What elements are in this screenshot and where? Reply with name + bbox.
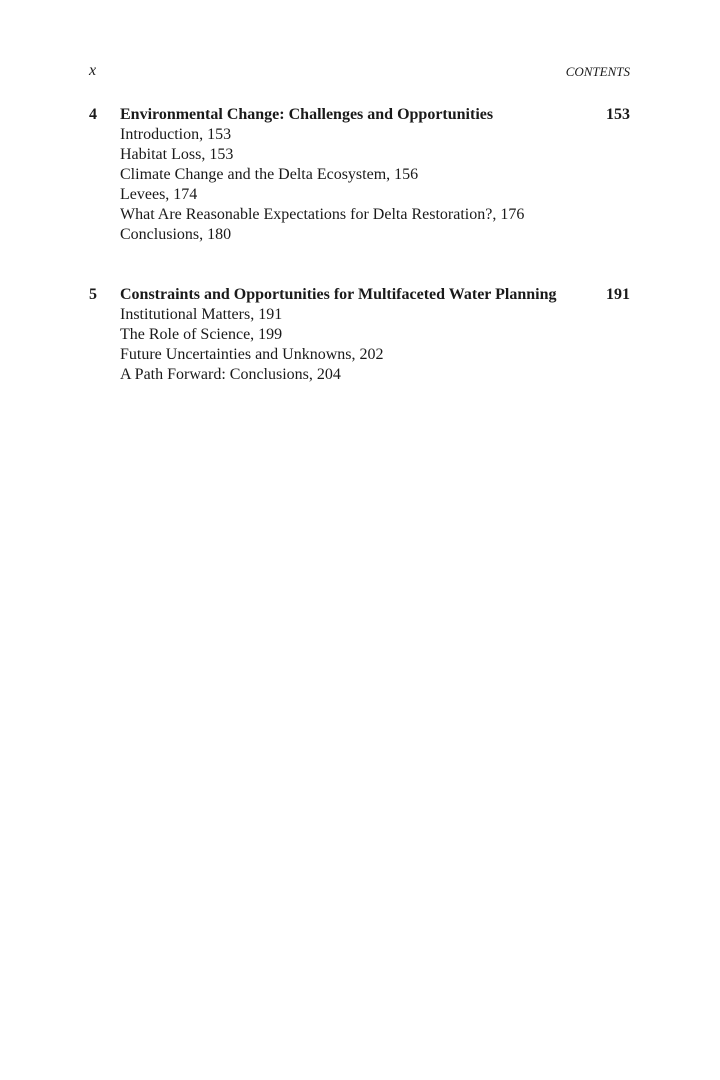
chapter-title: Constraints and Opportunities for Multifaceted Water Planning <box>120 286 557 303</box>
chapter-number: 4 <box>89 106 97 123</box>
section-entry: A Path Forward: Conclusions, 204 <box>120 366 341 383</box>
chapter-page: 153 <box>606 106 630 123</box>
section-entry: Habitat Loss, 153 <box>120 146 234 163</box>
chapter-title: Environmental Change: Challenges and Opportunities <box>120 106 494 123</box>
section-entry: Levees, 174 <box>120 186 198 203</box>
chapter-4 <box>89 105 630 245</box>
section-entry: Institutional Matters, 191 <box>120 306 283 323</box>
section-entry: Climate Change and the Delta Ecosystem, 156 <box>120 166 419 183</box>
chapter-number: 5 <box>89 286 97 303</box>
chapter-heading <box>89 285 630 305</box>
section-entry: Conclusions, 180 <box>120 226 232 243</box>
section-entry: Future Uncertainties and Unknowns, 202 <box>120 346 384 363</box>
chapter-heading <box>89 105 630 125</box>
chapter-5 <box>89 285 630 385</box>
section-entry: Introduction, 153 <box>120 126 232 143</box>
chapter-page: 191 <box>606 286 630 303</box>
section-entry: The Role of Science, 199 <box>120 326 283 343</box>
running-head: CONTENTS <box>565 64 630 79</box>
section-entry: What Are Reasonable Expectations for Delta Restoration?, 176 <box>120 206 525 223</box>
page-number: x <box>89 62 97 79</box>
